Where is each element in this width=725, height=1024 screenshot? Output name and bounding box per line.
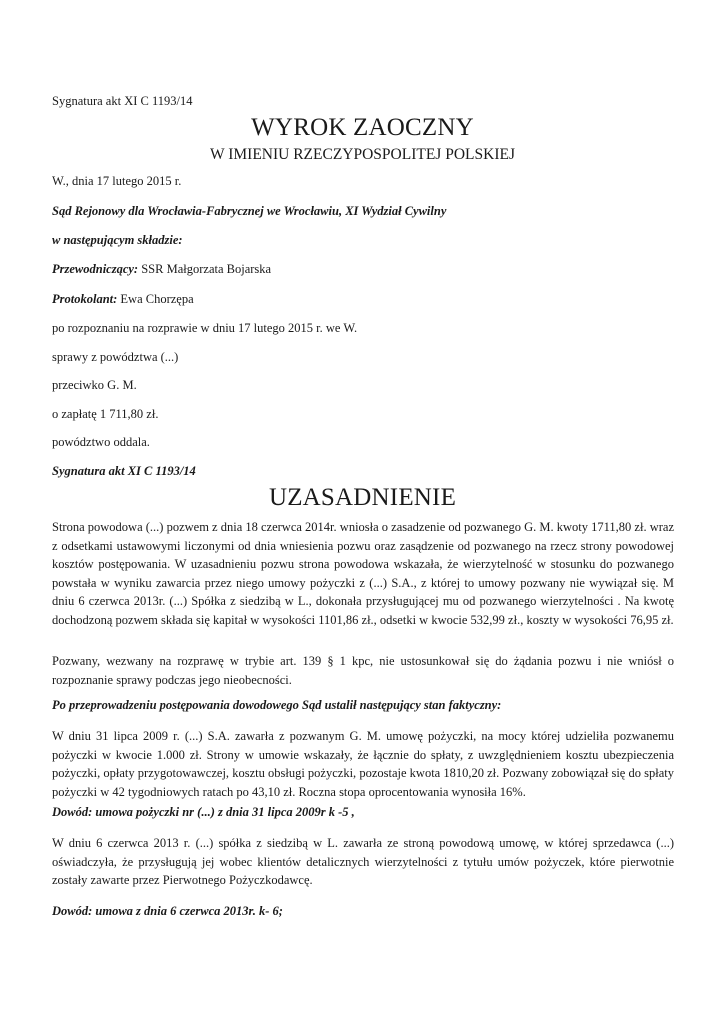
case-signature-justification: Sygnatura akt XI C 1193/14 [52, 464, 196, 478]
chair-label: Przewodniczący: [52, 262, 139, 276]
court-name: Sąd Rejonowy dla Wrocławia-Fabrycznej we Wrocławiu, XI Wydział Cywilny [52, 204, 447, 218]
composition-label: w następującym składzie: [52, 233, 183, 247]
verdict-line-1: po rozpoznaniu na rozprawie w dniu 17 lutego 2015 r. we W. [52, 321, 358, 335]
document-subtitle: W IMIENIU RZECZYPOSPOLITEJ POLSKIEJ [210, 146, 515, 163]
document-title: WYROK ZAOCZNY [251, 114, 474, 141]
date-place: W., dnia 17 lutego 2015 r. [52, 174, 182, 188]
evidence-line-2: Dowód: umowa z dnia 6 czerwca 2013r. k- 6; [52, 904, 283, 918]
verdict-line-5: powództwo oddala. [52, 435, 150, 449]
chair-line [52, 261, 271, 277]
chair-value: SSR Małgorzata Bojarska [141, 262, 272, 276]
verdict-line-2: sprawy z powództwa (...) [52, 350, 179, 364]
evidence-line-1: Dowód: umowa pożyczki nr (...) z dnia 31 lipca 2009r k -5 , [52, 805, 355, 819]
justification-paragraph-3: W dniu 31 lipca 2009 r. (...) S.A. zawarła z pozwanym G. M. umowę pożyczki, na mocy której udzieliła pozwanemu pożyczki w kwocie 1.000 zł. Strony w umowie wskazały, że łącznie do spłaty, z uwzględnieniem kosztu ubezpieczenia pożyczki, opłaty przygotowawczej, kosztu obsługi pożyczki, pozostaje kwota 1810,20 zł. Pozwany zobowiązał się do spłaty pożyczki w 42 tygodniowych ratach po 43,10 zł. Roczna stopa oprocentowania wynosiła 16%. [52, 729, 674, 799]
case-signature-top: Sygnatura akt XI C 1193/14 [52, 94, 193, 108]
clerk-label: Protokolant: [52, 292, 118, 306]
clerk-line [52, 291, 194, 307]
clerk-value: Ewa Chorzępa [120, 292, 194, 306]
verdict-line-4: o zapłatę 1 711,80 zł. [52, 407, 159, 421]
facts-heading: Po przeprowadzeniu postępowania dowodowego Sąd ustalił następujący stan faktyczny: [52, 698, 502, 712]
justification-paragraph-4: W dniu 6 czerwca 2013 r. (...) spółka z siedzibą w L. zawarła ze stroną powodową umowę, w której sprzedawca (...) oświadczyła, że przysługują jej wobec klientów detalicznych wierzytelności z tytułu umów pożyczek, które pierwotnie zostały zawarte przez Pierwotnego Pożyczkodawcę. [52, 836, 674, 887]
justification-paragraph-1: Strona powodowa (...) pozwem z dnia 18 czerwca 2014r. wniosła o zasadzenie od pozwanego G. M. kwoty 1711,80 zł. wraz z odsetkami ustawowymi liczonymi od dnia wniesienia pozwu oraz zasądzenie od pozwanego na rzecz strony powodowej kosztów postępowania. W uzasadnieniu pozwu strona powodowa wskazała, że wierzytelność w stosunku do pozwanego powstała w wyniku zawarcia przez niego umowy pożyczki z (...) S.A., z której to umowy pozwany nie wywiązał się. M dniu 6 czerwca 2013r. (...) Spółka z siedzibą w L., dokonała przysługującej mu od pozwanego wierzytelności . Na kwotę dochodzoną pozwem składa się kapitał w wysokości 1101,86 zł., odsetki w kwocie 532,99 zł., koszty w wysokości 76,95 zł. [52, 520, 674, 627]
verdict-line-3: przeciwko G. M. [52, 378, 137, 392]
justification-paragraph-2: Pozwany, wezwany na rozprawę w trybie art. 139 § 1 kpc, nie ustosunkował się do żądania pozwu i nie wniósł o rozpoznanie sprawy podczas jego nieobecności. [52, 654, 674, 687]
justification-heading: UZASADNIENIE [268, 484, 457, 511]
